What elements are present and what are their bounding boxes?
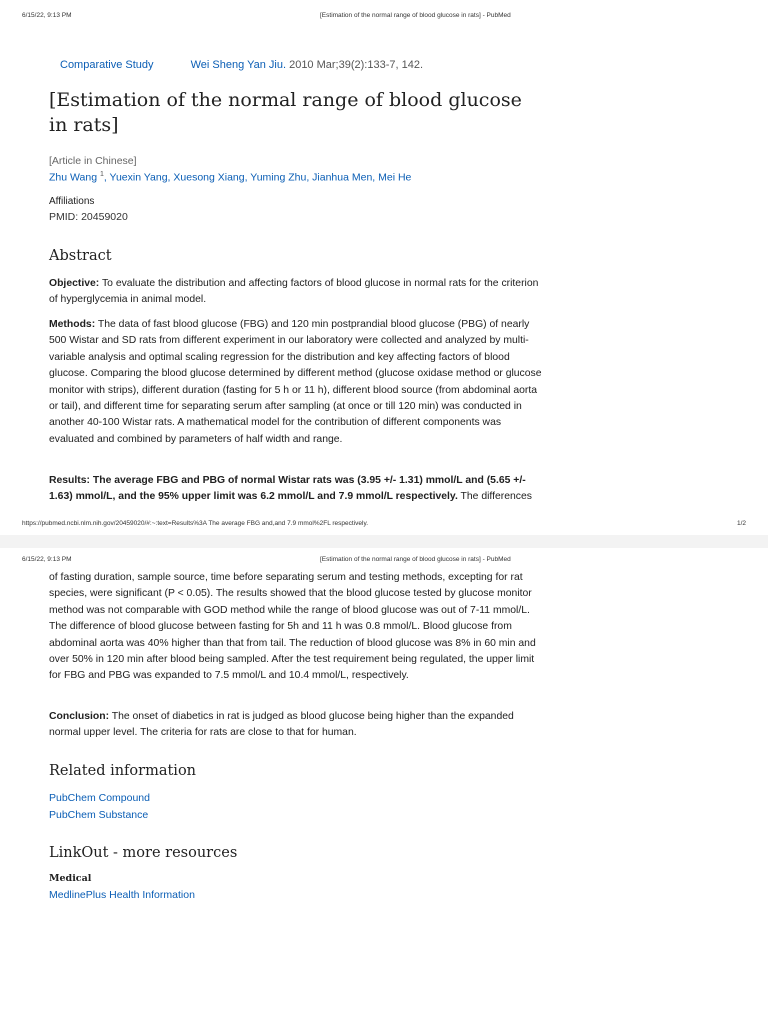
affiliations-toggle[interactable]: Affiliations [49,196,95,207]
author-link[interactable]: Mei He [378,171,412,184]
citation: 2010 Mar;39(2):133-7, 142. [289,59,423,71]
print-header [22,12,746,24]
results-highlight: The average FBG and PBG of normal Wistar rats was (3.95 +/- 1.31) mmol/L and (5.65 +/- 1.63) mmol/L, and the 95% upper limit was 6.2 mmol/L and 7.9 mmol/L respectively. [49,475,526,503]
print-footer [22,520,746,532]
journal-link[interactable]: Wei Sheng Yan Jiu. [190,59,287,71]
affiliation-number[interactable]: 1 [99,171,104,178]
medlineplus-link[interactable]: MedlinePlus Health Information [49,889,195,901]
language-note: [Article in Chinese] [49,155,137,167]
print-date: 6/15/22, 9:13 PM [22,12,72,19]
author-link[interactable]: Yuming Zhu [250,171,307,184]
linkout-category: Medical [49,873,92,884]
page-separator [0,535,768,548]
print-header [22,556,746,568]
publication-type-link[interactable]: Comparative Study [60,59,154,71]
results-continued: of fasting duration, sample source, time before separating serum and testing methods, excepting for rat species, were significant (P < 0.05). The results showed that the blood glucose tested by glucose monitor method was not comparable with GOD method while the range of blood glucose was out of 7-11 mmol/L. The difference of blood glucose between fasting for 5h and 11 h was 0.8 mmol/L. Blood glucose from abdominal aorta was 40% higher than that from tail. The reduction of blood glucose was 8% in 60 min and over 50% in 120 min after blood being sampled. After the test requirement being regulated, the upper limit for FBG and PBG was expanded to 7.5 mmol/L and 10.4 mmol/L, respectively. [49,572,536,682]
linkout-heading: LinkOut - more resources [49,845,238,861]
results-text: The differences [460,491,532,503]
print-page-title: [Estimation of the normal range of blood glucose in rats] - PubMed [320,556,511,563]
abstract-objective [49,276,543,309]
abstract-conclusion [49,709,543,742]
print-page-title: [Estimation of the normal range of blood glucose in rats] - PubMed [320,12,511,19]
print-date: 6/15/22, 9:13 PM [22,556,72,563]
abstract-results [49,473,543,503]
objective-text: To evaluate the distribution and affecting factors of blood glucose in normal rats for the criterion of hyperglycemia in animal model. [49,278,539,306]
print-page-2 [0,548,768,1024]
article-title: [Estimation of the normal range of blood glucose in rats] [49,89,522,136]
pubchem-substance-link[interactable]: PubChem Substance [49,809,149,821]
methods-text: The data of fast blood glucose (FBG) and 120 min postprandial blood glucose (PBG) of nearly 500 Wistar and SD rats from different experiment in our laboratory were collected and analyzed by multi-variable analysis and optimal scaling regression for the distribution and key affecting factors of blood glucose. Comparing the blood glucose determined by different method (glucose oxidase method or glucose monitor with strips), different duration (fasting for 5 h or 11 h), different blood source (from abdominal aorta or tail), and different time for separating serum after sampling (at once or till 120 min) was conducted in another 40-100 Wistar rats. A mathematical model for the contribution of different components was evaluated and combined by parameters of half width and range. [49,319,542,445]
author-link[interactable]: Xuesong Xiang [173,171,245,184]
author-link[interactable]: Zhu Wang [49,171,98,184]
publication-meta [60,59,423,71]
pubchem-compound-link[interactable]: PubChem Compound [49,792,150,804]
author-list: Zhu Wang $^1$, Yuexin Yang, Xuesong Xiang, Yuming Zhu, Jianhua Men, Mei He [49,171,412,184]
abstract-methods [49,317,543,448]
related-information-heading: Related information [49,763,197,779]
objective-label: Objective: [49,278,100,289]
pmid: PMID: 20459020 [49,211,128,223]
author-link[interactable]: Yuexin Yang [109,171,168,184]
page-number: 1/2 [736,520,746,527]
results-label: Results: [49,475,90,486]
conclusion-label: Conclusion: [49,711,110,722]
conclusion-text: The onset of diabetics in rat is judged as blood glucose being higher than the expanded normal upper level. The criteria for rats are close to that for human. [49,711,514,739]
author-link[interactable]: Jianhua Men [312,171,373,184]
abstract-heading: Abstract [49,248,112,264]
methods-label: Methods: [49,319,96,330]
print-url: https://pubmed.ncbi.nlm.nih.gov/20459020/#:~:text=Results%3A The average FBG and,and 7.9 mmol%2FL respectively. [22,520,369,527]
